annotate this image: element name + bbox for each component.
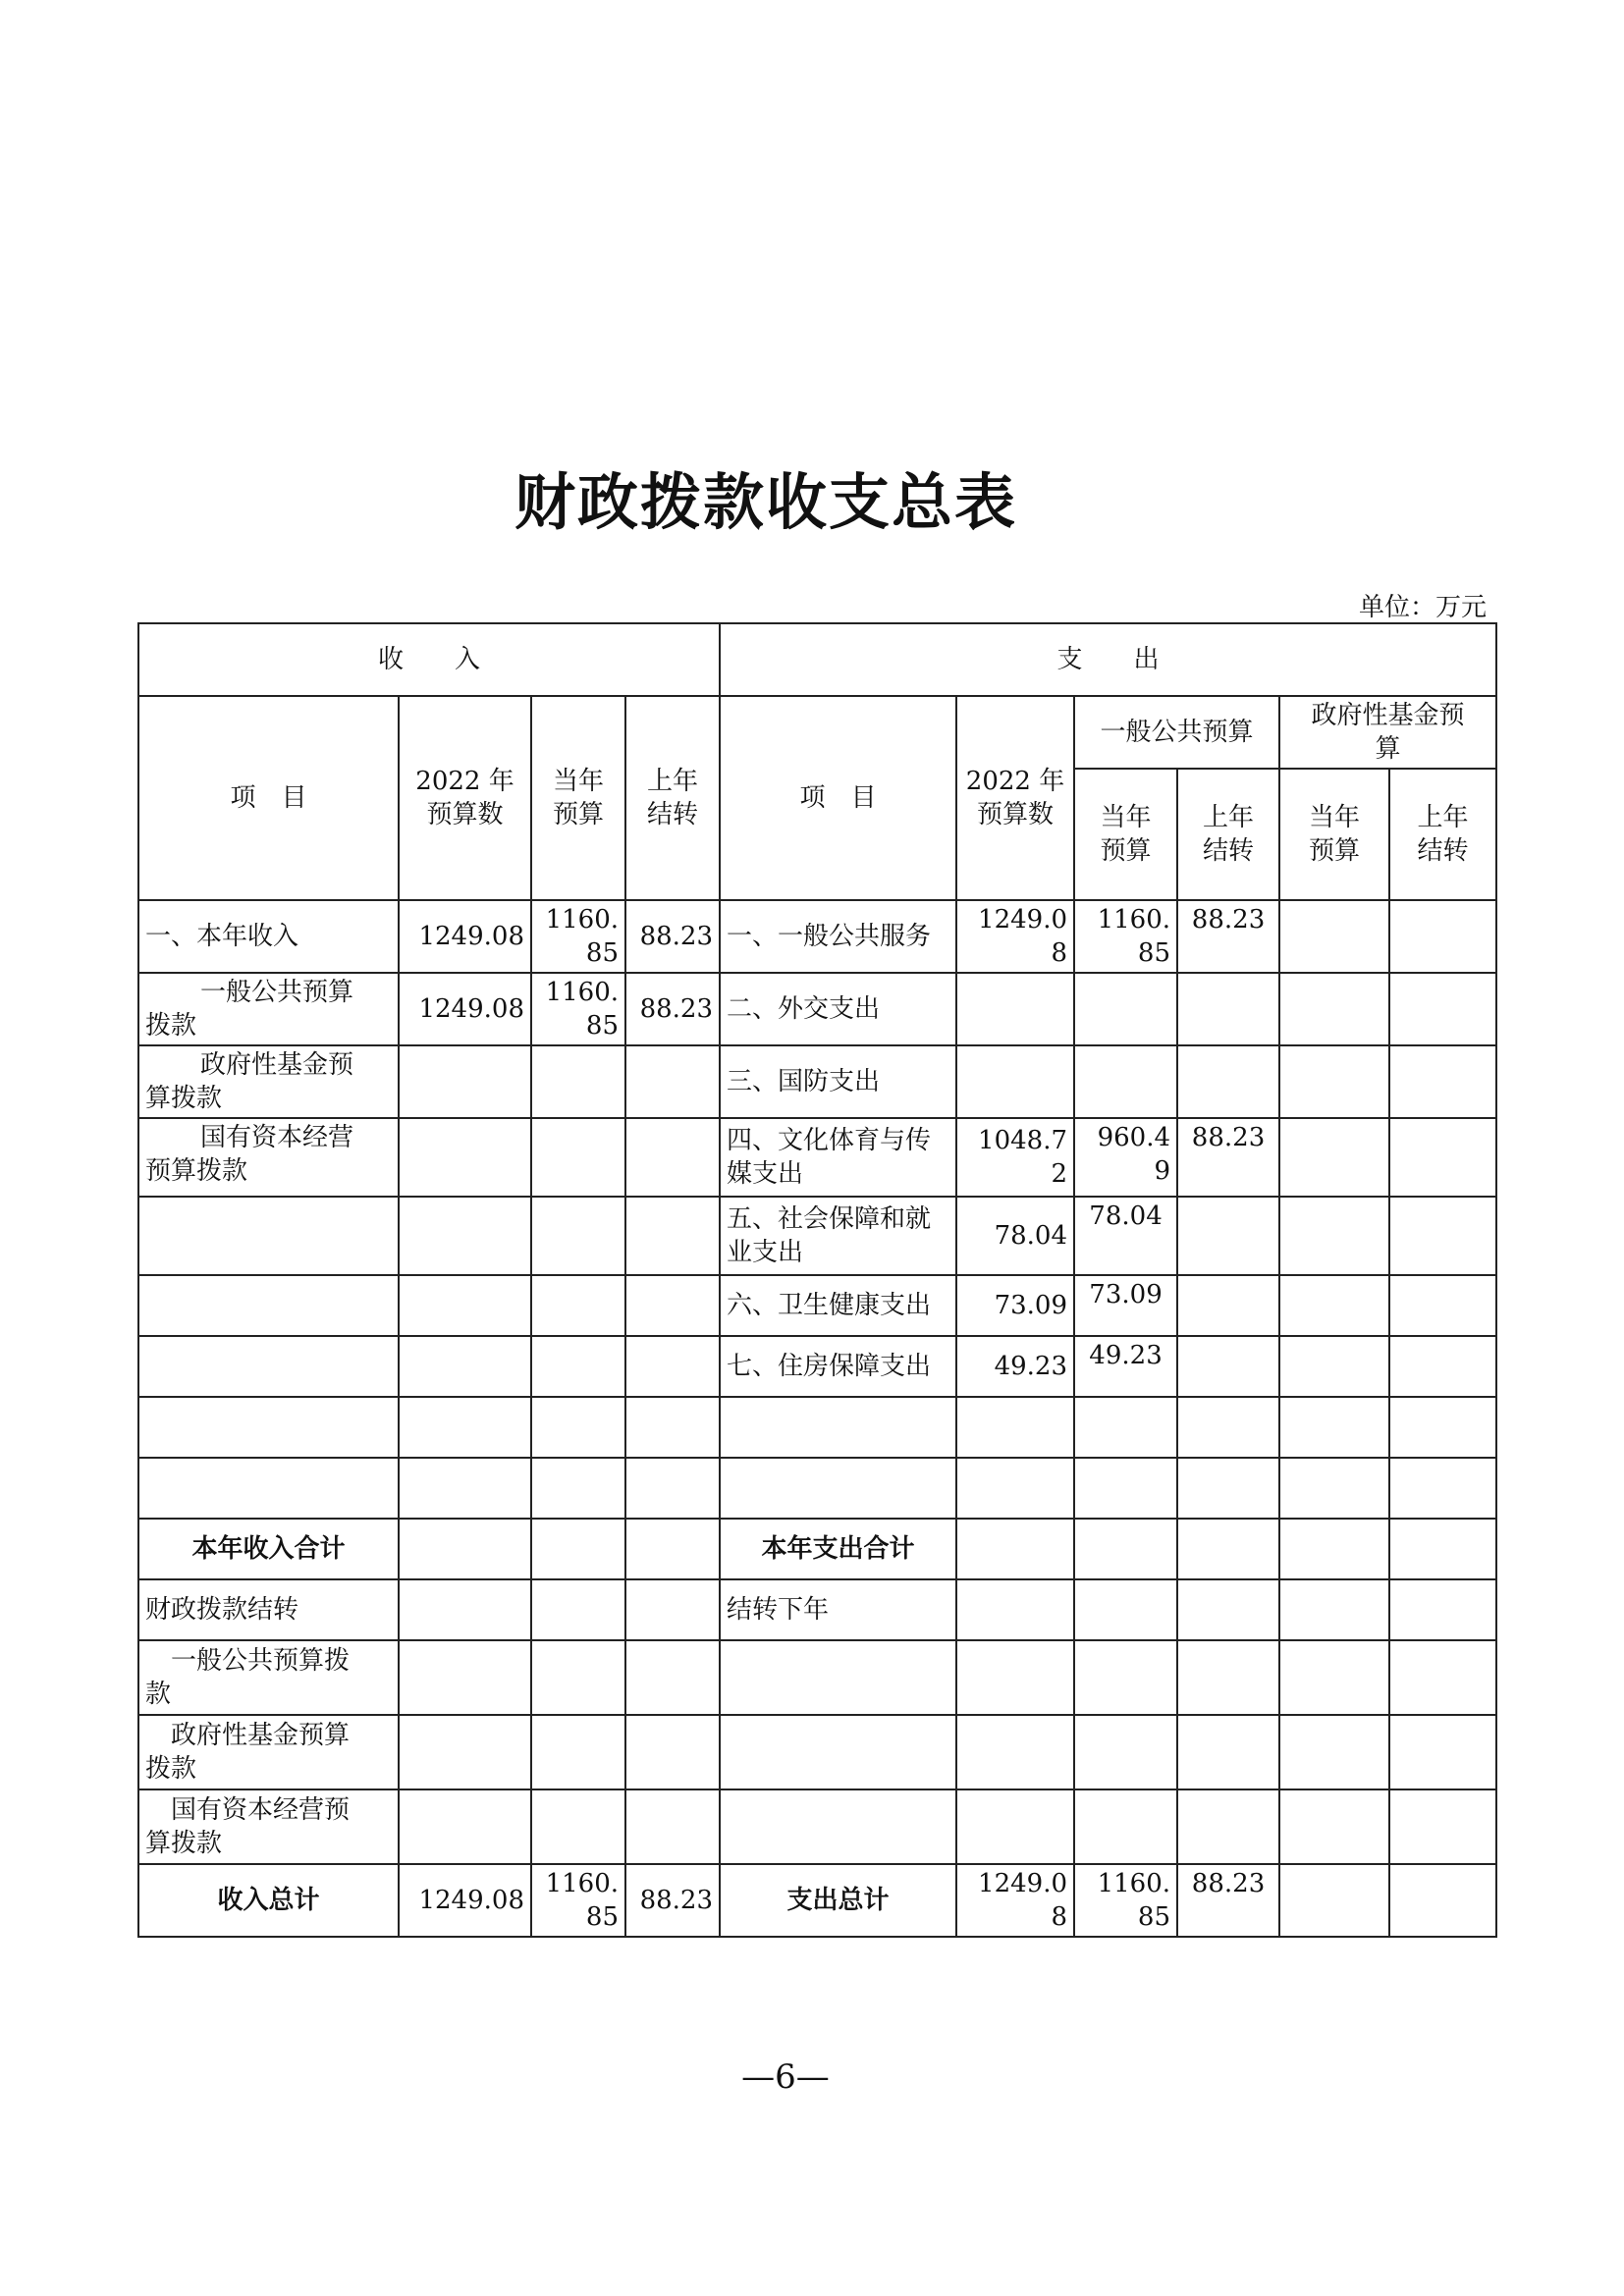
table-row — [138, 973, 1496, 1045]
gf-prior — [1389, 1045, 1496, 1118]
carry-row — [138, 1715, 1496, 1789]
gp-current-header: 当年 预算 — [1074, 769, 1177, 900]
expense-subtotal-label: 本年支出合计 — [720, 1519, 956, 1579]
gf-prior — [1389, 900, 1496, 973]
income-prior: 88.23 — [625, 900, 720, 973]
income-current — [531, 1197, 625, 1275]
gf-prior — [1389, 973, 1496, 1045]
income-budget — [399, 1118, 531, 1197]
empty-row — [138, 1397, 1496, 1458]
income-total-budget: 1249.08 — [399, 1864, 531, 1937]
gp-prior — [1177, 1275, 1279, 1336]
carryover-row — [138, 1579, 1496, 1640]
gp-total-current: 1160. 85 — [1074, 1864, 1177, 1937]
expense-item: 一、一般公共服务 — [720, 900, 956, 973]
carry-item: 国有资本经营预 算拨款 — [138, 1789, 399, 1864]
income-current-header: 当年 预算 — [531, 696, 625, 900]
gf-current — [1279, 1197, 1389, 1275]
income-prior: 88.23 — [625, 973, 720, 1045]
table-row — [138, 900, 1496, 973]
gp-total-prior: 88.23 — [1177, 1864, 1279, 1937]
gp-current: 960.4 9 — [1074, 1118, 1177, 1197]
gp-prior — [1177, 1045, 1279, 1118]
expense-item: 二、外交支出 — [720, 973, 956, 1045]
table-row — [138, 1336, 1496, 1397]
gf-current — [1279, 973, 1389, 1045]
gf-current — [1279, 1045, 1389, 1118]
expense-total-label: 支出总计 — [720, 1864, 956, 1937]
carry-row — [138, 1789, 1496, 1864]
expense-budget: 73.09 — [956, 1275, 1074, 1336]
income-prior — [625, 1275, 720, 1336]
income-prior-header: 上年 结转 — [625, 696, 720, 900]
gp-prior — [1177, 973, 1279, 1045]
income-budget: 1249.08 — [399, 973, 531, 1045]
income-header: 收 入 — [138, 623, 720, 696]
income-item: 一般公共预算 拨款 — [138, 973, 399, 1045]
gp-current: 78.04 — [1074, 1197, 1177, 1275]
gf-current-header: 当年 预算 — [1279, 769, 1389, 900]
income-budget: 1249.08 — [399, 900, 531, 973]
gf-current — [1279, 1275, 1389, 1336]
income-current — [531, 1045, 625, 1118]
table-row — [138, 1197, 1496, 1275]
expense-budget: 78.04 — [956, 1197, 1074, 1275]
expense-item: 五、社会保障和就 业支出 — [720, 1197, 956, 1275]
gp-current: 73.09 — [1074, 1275, 1177, 1336]
expense-total-budget: 1249.0 8 — [956, 1864, 1074, 1937]
gp-prior — [1177, 1336, 1279, 1397]
expense-item: 三、国防支出 — [720, 1045, 956, 1118]
income-current — [531, 1336, 625, 1397]
gf-current — [1279, 1118, 1389, 1197]
expense-budget — [956, 1045, 1074, 1118]
gp-current — [1074, 973, 1177, 1045]
income-item — [138, 1275, 399, 1336]
income-budget — [399, 1197, 531, 1275]
subtotal-row — [138, 1519, 1496, 1579]
gf-current — [1279, 1336, 1389, 1397]
carry-item: 一般公共预算拨 款 — [138, 1640, 399, 1715]
expense-budget — [956, 973, 1074, 1045]
income-current — [531, 1275, 625, 1336]
expense-header: 支 出 — [720, 623, 1496, 696]
gp-prior: 88.23 — [1177, 900, 1279, 973]
expense-item: 七、住房保障支出 — [720, 1336, 956, 1397]
income-total-prior: 88.23 — [625, 1864, 720, 1937]
income-prior — [625, 1118, 720, 1197]
gp-current — [1074, 1045, 1177, 1118]
income-prior — [625, 1197, 720, 1275]
gp-current: 49.23 — [1074, 1336, 1177, 1397]
total-row — [138, 1864, 1496, 1937]
carryover-in-label: 财政拨款结转 — [138, 1579, 399, 1640]
expense-budget: 49.23 — [956, 1336, 1074, 1397]
table-row — [138, 1118, 1496, 1197]
income-prior — [625, 1336, 720, 1397]
expense-budget: 1048.7 2 — [956, 1118, 1074, 1197]
income-current: 1160. 85 — [531, 900, 625, 973]
gp-prior — [1177, 1197, 1279, 1275]
fiscal-table — [137, 622, 1497, 1938]
income-total-current: 1160. 85 — [531, 1864, 625, 1937]
expense-item: 四、文化体育与传 媒支出 — [720, 1118, 956, 1197]
gf-prior — [1389, 1197, 1496, 1275]
gp-prior: 88.23 — [1177, 1118, 1279, 1197]
carryover-out-label: 结转下年 — [720, 1579, 956, 1640]
income-total-label: 收入总计 — [138, 1864, 399, 1937]
gf-prior — [1389, 1336, 1496, 1397]
income-current — [531, 1118, 625, 1197]
income-budget — [399, 1275, 531, 1336]
gf-prior — [1389, 1275, 1496, 1336]
empty-row — [138, 1458, 1496, 1519]
income-budget-header: 2022 年 预算数 — [399, 696, 531, 900]
income-prior — [625, 1045, 720, 1118]
income-item-header: 项 目 — [138, 696, 399, 900]
income-budget — [399, 1336, 531, 1397]
income-item: 政府性基金预 算拨款 — [138, 1045, 399, 1118]
income-item — [138, 1197, 399, 1275]
expense-item-header: 项 目 — [720, 696, 956, 900]
gp-current: 1160. 85 — [1074, 900, 1177, 973]
table-row — [138, 1275, 1496, 1336]
income-item: 一、本年收入 — [138, 900, 399, 973]
gf-prior — [1389, 1118, 1496, 1197]
income-item — [138, 1336, 399, 1397]
gf-current — [1279, 900, 1389, 973]
income-current: 1160. 85 — [531, 973, 625, 1045]
expense-budget-header: 2022 年 预算数 — [956, 696, 1074, 900]
income-budget — [399, 1045, 531, 1118]
gp-prior-header: 上年 结转 — [1177, 769, 1279, 900]
unit-label: 单位：万元 — [1358, 593, 1487, 622]
expense-budget: 1249.0 8 — [956, 900, 1074, 973]
carry-item: 政府性基金预算 拨款 — [138, 1715, 399, 1789]
gov-fund-header: 政府性基金预 算 — [1279, 696, 1496, 769]
carry-row — [138, 1640, 1496, 1715]
page-title: 财政拨款收支总表 — [514, 466, 1017, 538]
expense-item: 六、卫生健康支出 — [720, 1275, 956, 1336]
income-subtotal-label: 本年收入合计 — [138, 1519, 399, 1579]
general-budget-header: 一般公共预算 — [1074, 696, 1279, 769]
page-number: —6— — [741, 2057, 830, 2097]
gf-prior-header: 上年 结转 — [1389, 769, 1496, 900]
income-item: 国有资本经营 预算拨款 — [138, 1118, 399, 1197]
table-row — [138, 1045, 1496, 1118]
